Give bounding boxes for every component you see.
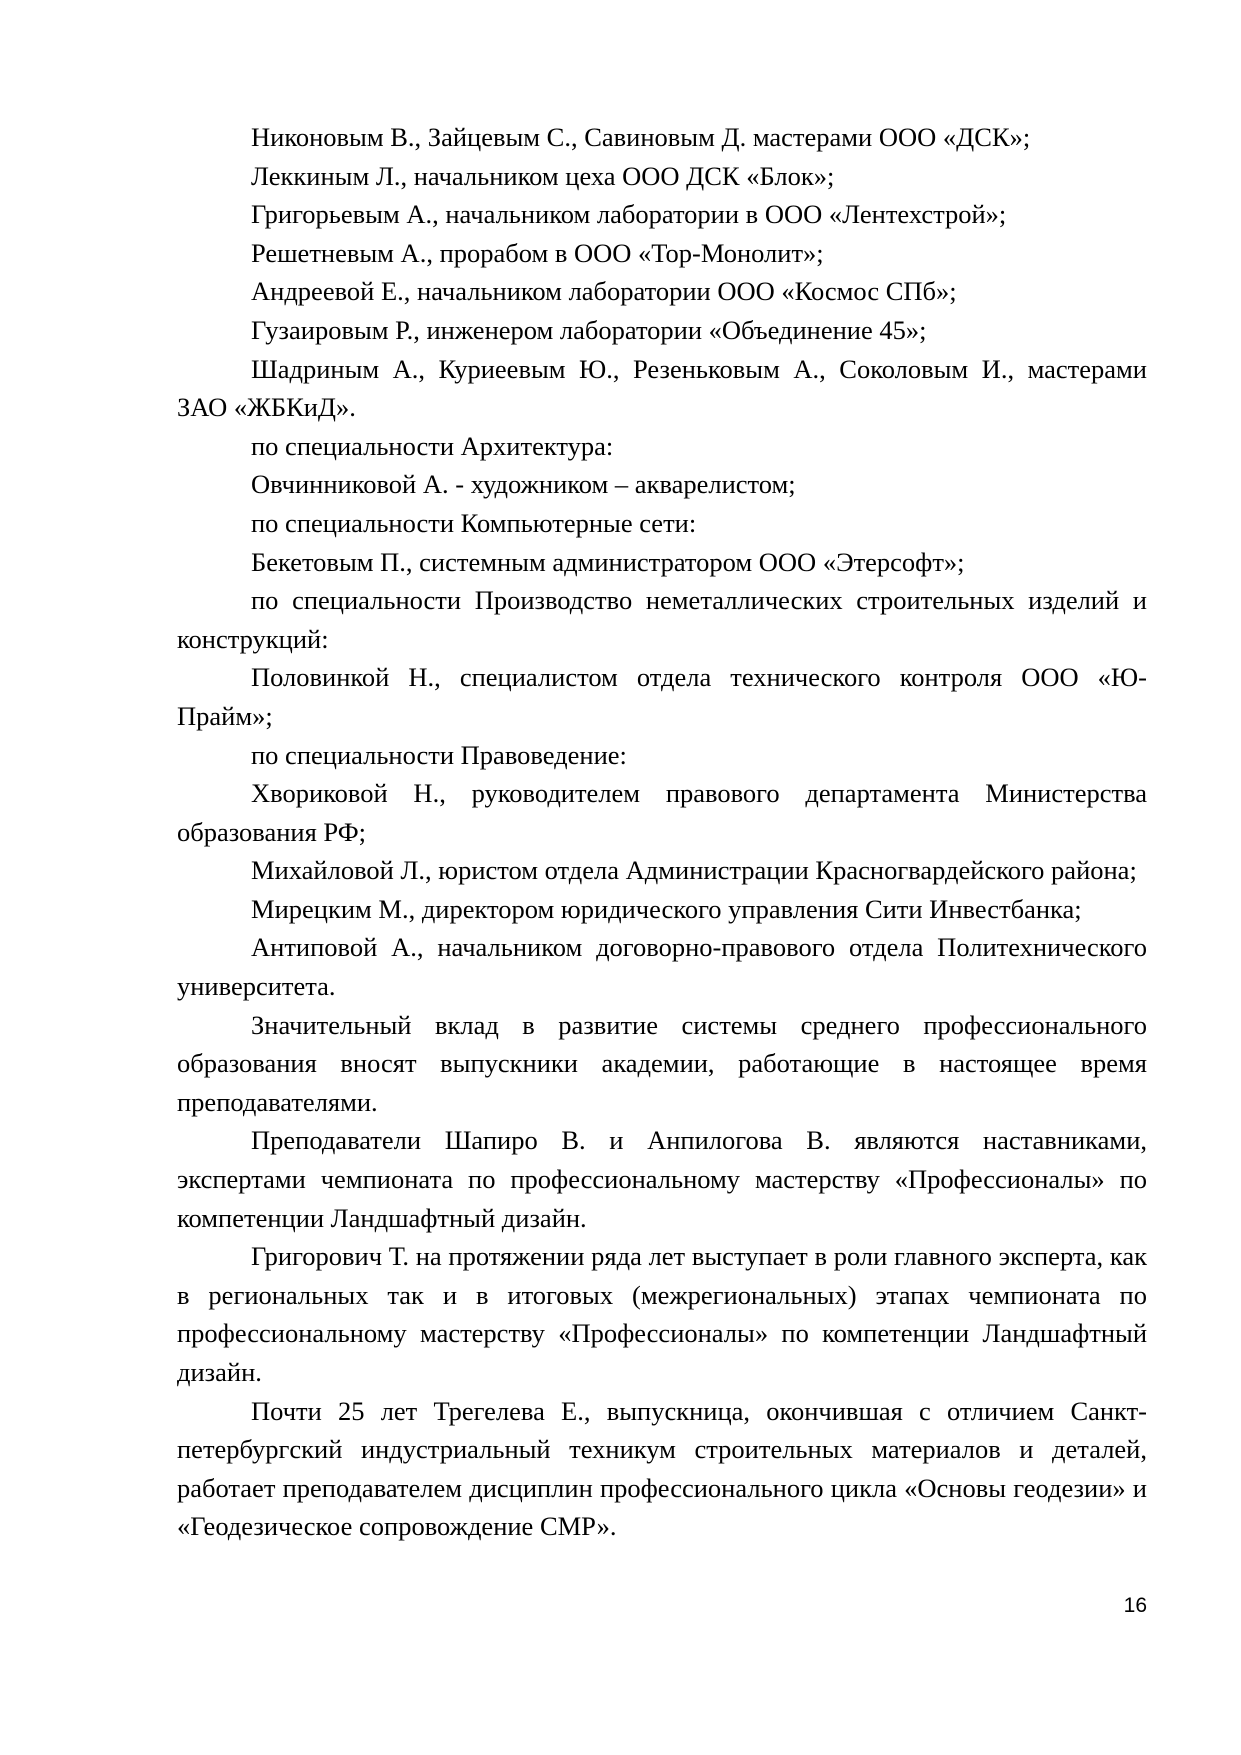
paragraph: Значительный вклад в развитие системы среднего профессионального образования вносят выпускники академии, работающие в настоящее время преподавателями.	[177, 1009, 1147, 1117]
paragraph: Антиповой А., начальником договорно-правового отдела Политехнического университета.	[177, 932, 1147, 1002]
paragraph: Андреевой Е., начальником лаборатории ООО «Космос СПб»;	[251, 276, 957, 307]
paragraph: по специальности Архитектура:	[251, 430, 614, 461]
paragraph: Григорович Т. на протяжении ряда лет выступает в роли главного эксперта, как в региональных так и в итоговых (межрегиональных) этапах чемпионата по профессиональному мастерству «Профессионалы» по компетенции Ландшафтный дизайн.	[177, 1241, 1147, 1387]
paragraph: Никоновым В., Зайцевым С., Савиновым Д. мастерами ООО «ДСК»;	[251, 122, 1031, 152]
paragraph: Хвориковой Н., руководителем правового департамента Министерства образования РФ;	[177, 778, 1147, 847]
paragraph: Почти 25 лет Трегелева Е., выпускница, окончившая с отличием Санкт-петербургский индустриальный техникум строительных материалов и деталей, работает преподавателем дисциплин профессионального цикла «Основы геодезии» и «Геодезическое сопровождение СМР».	[177, 1395, 1147, 1542]
paragraph: Михайловой Л., юристом отдела Администрации Красногвардейского района;	[251, 855, 1137, 886]
paragraph: Григорьевым А., начальником лаборатории в ООО «Лентехстрой»;	[251, 199, 1007, 230]
paragraph: Бекетовым П., системным администратором ООО «Этерсофт»;	[251, 546, 965, 577]
paragraph: по специальности Правоведение:	[251, 739, 627, 770]
paragraph: по специальности Компьютерные сети:	[251, 507, 697, 538]
paragraph: по специальности Производство неметаллических строительных изделий и конструкций:	[177, 585, 1147, 654]
paragraph: Овчинниковой А. - художником – акварелистом;	[251, 469, 796, 500]
paragraph: Половинкой Н., специалистом отдела технического контроля ООО «Ю-Прайм»;	[177, 662, 1147, 731]
paragraph: Шадриным А., Куриеевым Ю., Резеньковым А., Соколовым И., мастерами ЗАО «ЖБКиД».	[177, 353, 1147, 423]
paragraph: Мирецким М., директором юридического управления Сити Инвестбанка;	[251, 893, 1082, 924]
document-body	[177, 118, 1147, 1546]
page-number: 16	[1123, 1594, 1147, 1617]
paragraph: Леккиным Л., начальником цеха ООО ДСК «Блок»;	[251, 160, 835, 191]
paragraph: Решетневым А., прорабом в ООО «Тор-Монолит»;	[251, 237, 824, 268]
paragraph: Преподаватели Шапиро В. и Анпилогова В. являются наставниками, экспертами чемпионата по профессиональному мастерству «Профессионалы» по компетенции Ландшафтный дизайн.	[177, 1125, 1147, 1233]
paragraph: Гузаировым Р., инженером лаборатории «Объединение 45»;	[251, 314, 927, 345]
